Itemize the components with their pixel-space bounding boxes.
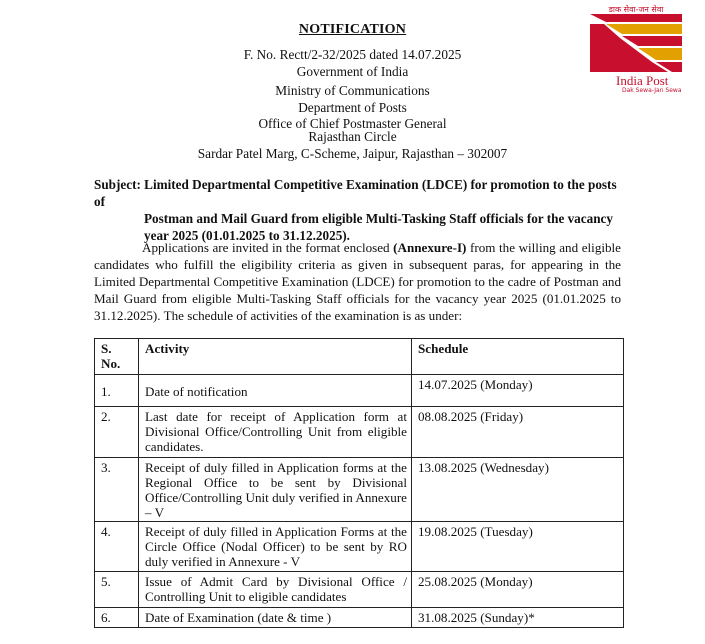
row-activity: Last date for receipt of Application form at Divisional Office/Controlling Unit from eligible candidates.	[139, 407, 412, 458]
para-text-after: from the willing and eligible candidates who fulfill the eligibility criteria as given in subsequent paras, for appearing in the Limited Departmental Competitive Examination (LDCE) for promotion to the cadre of Postman and Mail Guard from eligible Multi-Tasking Staff officials for the vacancy year 2025 (01.01.2025 to 31.12.2025). The schedule of activities of the examination is as under:	[94, 240, 621, 323]
row-sno: 2.	[95, 407, 139, 458]
row-sno: 3.	[95, 458, 139, 522]
annexure-ref: (Annexure-I)	[393, 240, 467, 255]
department-line: Department of Posts	[298, 100, 407, 115]
address-line: Sardar Patel Marg, C-Scheme, Jaipur, Rajasthan – 302007	[197, 146, 508, 161]
government-line: Government of India	[296, 64, 409, 79]
row-activity: Receipt of duly filled in Application Forms at the Circle Office (Nodal Officer) to be sent by RO duly verified in Annexure - V	[139, 522, 412, 572]
schedule-table	[94, 338, 624, 628]
ministry-line: Ministry of Communications	[275, 83, 430, 98]
row-schedule: 14.07.2025 (Monday)	[412, 375, 624, 407]
logo-name: India Post	[616, 73, 669, 88]
row-schedule: 31.08.2025 (Sunday)*	[412, 608, 624, 628]
subject-continuation: Postman and Mail Guard from eligible Multi-Tasking Staff officials for the vacancy year 2025 (01.01.2025 to 31.12.2025).	[144, 211, 614, 243]
file-number: F. No. Rectt/2-32/2025 dated 14.07.2025	[243, 47, 462, 62]
table-row	[95, 375, 624, 407]
table-row	[95, 458, 624, 522]
table-row	[95, 522, 624, 572]
row-sno: 5.	[95, 572, 139, 608]
row-schedule: 25.08.2025 (Monday)	[412, 572, 624, 608]
logo-tagline: Dak Sewa-Jan Sewa	[622, 87, 682, 94]
para-text-before: Applications are invited in the format enclosed	[142, 240, 394, 255]
header-sno: S. No.	[95, 339, 139, 375]
table-row	[95, 608, 624, 628]
row-schedule: 19.08.2025 (Tuesday)	[412, 522, 624, 572]
row-schedule: 13.08.2025 (Wednesday)	[412, 458, 624, 522]
row-sno: 4.	[95, 522, 139, 572]
logo-hindi-text: डाक सेवा-जन सेवा	[608, 5, 664, 14]
row-schedule: 08.08.2025 (Friday)	[412, 407, 624, 458]
row-activity: Issue of Admit Card by Divisional Office / Controlling Unit to eligible candidates	[139, 572, 412, 608]
table-header-row	[95, 339, 624, 375]
circle-line: Rajasthan Circle	[308, 129, 397, 144]
header-activity: Activity	[139, 339, 412, 375]
intro-paragraph	[94, 239, 621, 324]
row-activity: Date of notification	[139, 375, 412, 407]
office-line: Office of Chief Postmaster General	[258, 116, 447, 131]
header-schedule: Schedule	[412, 339, 624, 375]
subject	[94, 176, 624, 244]
notification-title: NOTIFICATION	[298, 22, 407, 37]
table-row	[95, 572, 624, 608]
subject-lead: Subject: Limited Departmental Competitive Examination (LDCE) for promotion to the posts of	[94, 177, 617, 209]
row-activity: Date of Examination (date & time )	[139, 608, 412, 628]
table-row	[95, 407, 624, 458]
row-activity: Receipt of duly filled in Application forms at the Regional Office to be sent by Divisional Office/Controlling Unit duly verified in Annexure – V	[139, 458, 412, 522]
row-sno: 1.	[95, 375, 139, 407]
row-sno: 6.	[95, 608, 139, 628]
